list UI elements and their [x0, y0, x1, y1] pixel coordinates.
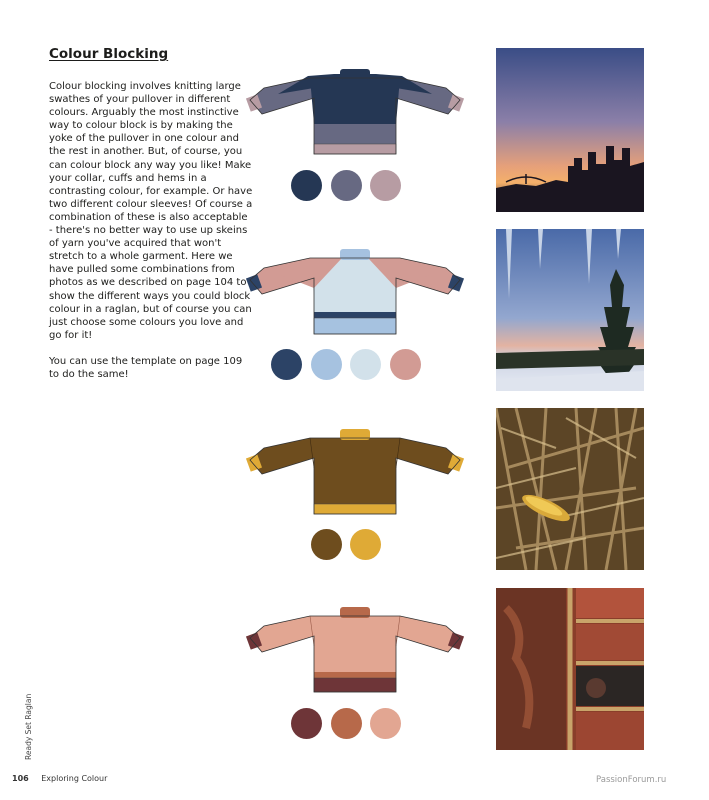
sweater-illustration-brown-mustard	[246, 428, 464, 516]
color-swatch	[311, 349, 342, 380]
dried-corn-photo	[496, 408, 644, 570]
color-swatch	[311, 529, 342, 560]
color-swatch	[350, 349, 381, 380]
watermark: PassionForum.ru	[596, 775, 667, 785]
paragraph-1: Colour blocking involves knitting large swathes of your pullover in different colours. Arguably the most instinctive way to colour block is by making the yoke of the pullover in one colour and the rest in another. But, of course, you can colour block any way you like! Make your collar, cuffs and hems in a contrasting colour, for example. Or have two different colour sleeves! Of course a combination of these is also acceptable - there's no better way to use up skeins of yarn you've acquired that won't stretch to a whole garment. Here we have pulled some combinations from photos as we described on page 104 to show the different ways you could block colour in a raglan, but of course you can just choose some colours you love and go for it!	[49, 81, 253, 341]
section-title: Exploring Colour	[41, 774, 108, 783]
rusty-brick-photo	[496, 588, 644, 750]
icicles-winter-photo	[496, 229, 644, 391]
sweater-illustration-peach-burgundy	[246, 606, 464, 694]
color-swatch	[291, 708, 322, 739]
color-swatch	[370, 170, 401, 201]
color-swatch	[331, 708, 362, 739]
sunset-skyline-photo	[496, 48, 644, 212]
color-swatch	[271, 349, 302, 380]
color-swatch	[291, 170, 322, 201]
sweater-illustration-navy-yoke	[246, 68, 464, 156]
body-text	[49, 80, 253, 394]
color-swatch	[370, 708, 401, 739]
color-swatch	[331, 170, 362, 201]
page-heading: Colour Blocking	[49, 46, 169, 62]
page-footer	[12, 774, 107, 783]
paragraph-2: You can use the template on page 109 to do the same!	[49, 355, 243, 380]
color-swatch	[350, 529, 381, 560]
color-swatch	[390, 349, 421, 380]
sweater-illustration-pink-blue	[246, 248, 464, 336]
page-number: 106	[12, 774, 29, 783]
side-label: Ready Set Raglan	[24, 693, 33, 760]
